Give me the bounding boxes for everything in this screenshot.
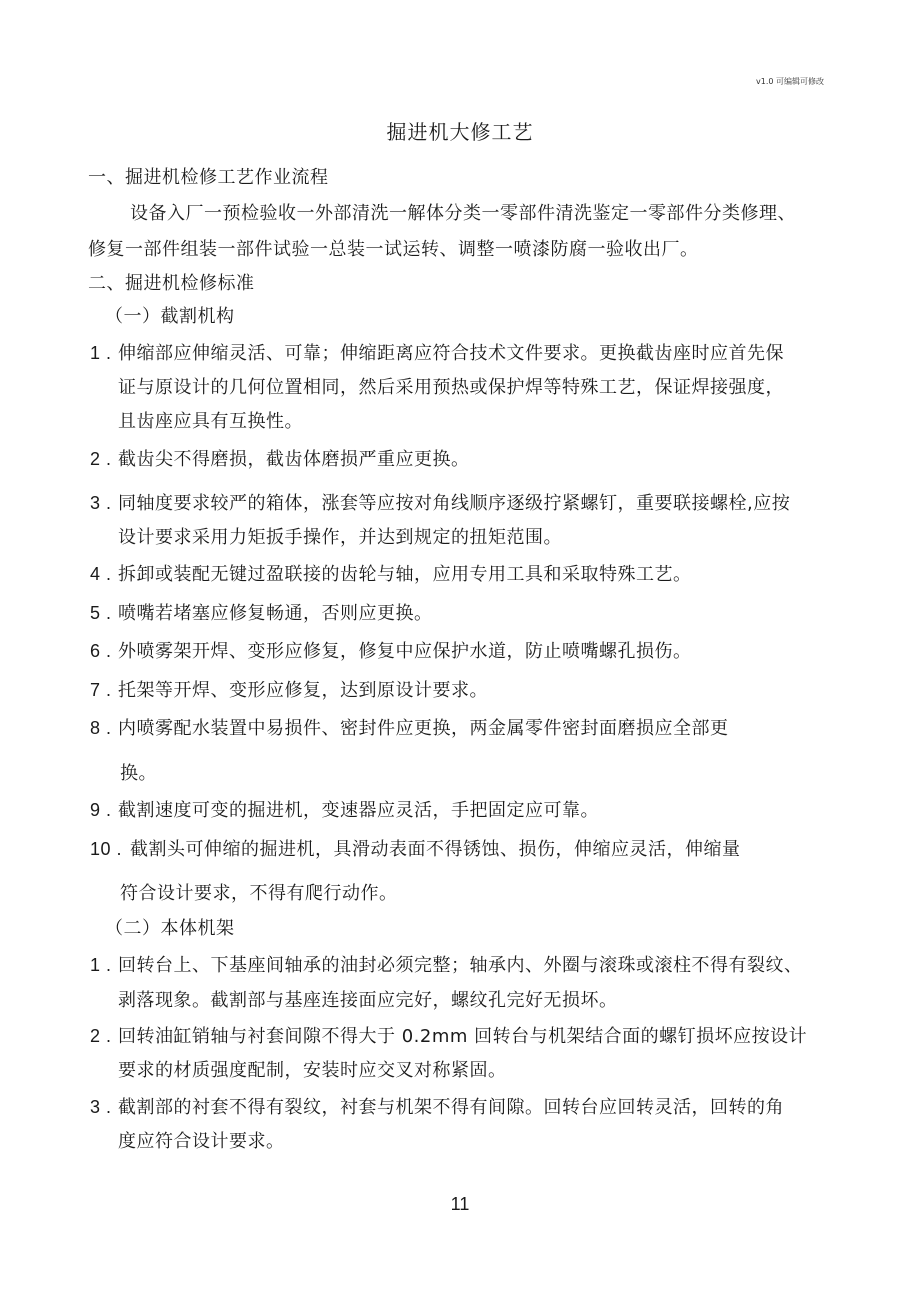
item-continuation: 设计要求采用力矩扳手操作，并达到规定的扭矩范围。 bbox=[118, 527, 562, 548]
item-text: 回转台上、下基座间轴承的油封必须完整；轴承内、外圈与滚珠或滚柱不得有裂纹、 bbox=[118, 955, 803, 976]
item-continuation: 符合设计要求，不得有爬行动作。 bbox=[120, 883, 398, 904]
list-item bbox=[90, 838, 741, 861]
list-item bbox=[90, 799, 599, 822]
item-number: 3 . bbox=[90, 1097, 112, 1117]
list-item bbox=[90, 342, 784, 365]
item-text: 同轴度要求较严的箱体，涨套等应按对角线顺序逐级拧紧螺钉，重要联接螺栓,应按 bbox=[118, 493, 791, 514]
item-text: 截割速度可变的掘进机，变速器应灵活，手把固定应可靠。 bbox=[118, 800, 599, 821]
list-item bbox=[90, 1096, 784, 1119]
item-text: 截割头可伸缩的掘进机，具滑动表面不得锈蚀、损伤，伸缩应灵活，伸缩量 bbox=[130, 839, 741, 860]
list-item bbox=[90, 602, 433, 625]
subsection-cutting-heading: （一）截割机构 bbox=[105, 306, 235, 327]
item-text: 拆卸或装配无键过盈联接的齿轮与轴，应用专用工具和采取特殊工艺。 bbox=[118, 564, 692, 585]
item-text: 回转油缸销轴与衬套间隙不得大于 0.2mm 回转台与机架结合面的螺钉损坏应按设计 bbox=[118, 1026, 808, 1047]
list-item bbox=[90, 679, 488, 702]
item-text: 内喷雾配水装置中易损件、密封件应更换，两金属零件密封面磨损应全部更 bbox=[118, 718, 729, 739]
item-number: 10 . bbox=[90, 839, 123, 859]
item-number: 5 . bbox=[90, 603, 112, 623]
section-1-heading: 一、掘进机检修工艺作业流程 bbox=[88, 167, 329, 188]
section-1-paragraph-line-1: 设备入厂一预检验收一外部清洗一解体分类一零部件清洗鉴定一零部件分类修理、 bbox=[130, 203, 796, 224]
item-number: 3 . bbox=[90, 493, 112, 513]
list-item bbox=[90, 563, 692, 586]
item-continuation: 换。 bbox=[120, 763, 157, 784]
item-number: 1 . bbox=[90, 343, 112, 363]
item-text: 截齿尖不得磨损，截齿体磨损严重应更换。 bbox=[118, 449, 470, 470]
list-item bbox=[90, 448, 470, 471]
item-text: 外喷雾架开焊、变形应修复，修复中应保护水道，防止喷嘴螺孔损伤。 bbox=[118, 641, 692, 662]
item-number: 9 . bbox=[90, 800, 112, 820]
version-note: v1.0 可编辑可修改 bbox=[756, 77, 824, 86]
item-continuation: 且齿座应具有互换性。 bbox=[118, 411, 303, 432]
item-text: 托架等开焊、变形应修复，达到原设计要求。 bbox=[118, 680, 488, 701]
item-number: 4 . bbox=[90, 564, 112, 584]
list-item bbox=[90, 717, 729, 740]
document-title: 掘进机大修工艺 bbox=[386, 120, 534, 144]
section-1-paragraph-line-2: 修复一部件组装一部件试验一总装一试运转、调整一喷漆防腐一验收出厂。 bbox=[88, 239, 699, 260]
item-number: 1 . bbox=[90, 955, 112, 975]
item-number: 2 . bbox=[90, 1026, 112, 1046]
item-number: 6 . bbox=[90, 641, 112, 661]
list-item bbox=[90, 640, 692, 663]
item-text: 喷嘴若堵塞应修复畅通，否则应更换。 bbox=[118, 603, 433, 624]
page-number: 11 bbox=[450, 1194, 470, 1214]
subsection-frame-heading: （二）本体机架 bbox=[105, 918, 235, 939]
item-continuation: 要求的材质强度配制，安装时应交叉对称紧固。 bbox=[118, 1060, 507, 1081]
item-continuation: 度应符合设计要求。 bbox=[118, 1131, 285, 1152]
list-item bbox=[90, 954, 803, 977]
item-continuation: 证与原设计的几何位置相同，然后采用预热或保护焊等特殊工艺，保证焊接强度， bbox=[118, 377, 784, 398]
item-text: 截割部的衬套不得有裂纹，衬套与机架不得有间隙。回转台应回转灵活，回转的角 bbox=[118, 1097, 784, 1118]
item-number: 8 . bbox=[90, 718, 112, 738]
section-2-heading: 二、掘进机检修标准 bbox=[88, 273, 255, 294]
item-continuation: 剥落现象。截割部与基座连接面应完好，螺纹孔完好无损坏。 bbox=[118, 990, 618, 1011]
item-number: 7 . bbox=[90, 680, 112, 700]
item-text: 伸缩部应伸缩灵活、可靠；伸缩距离应符合技术文件要求。更换截齿座时应首先保 bbox=[118, 343, 784, 364]
item-number: 2 . bbox=[90, 449, 112, 469]
list-item bbox=[90, 1025, 807, 1048]
list-item bbox=[90, 492, 790, 515]
